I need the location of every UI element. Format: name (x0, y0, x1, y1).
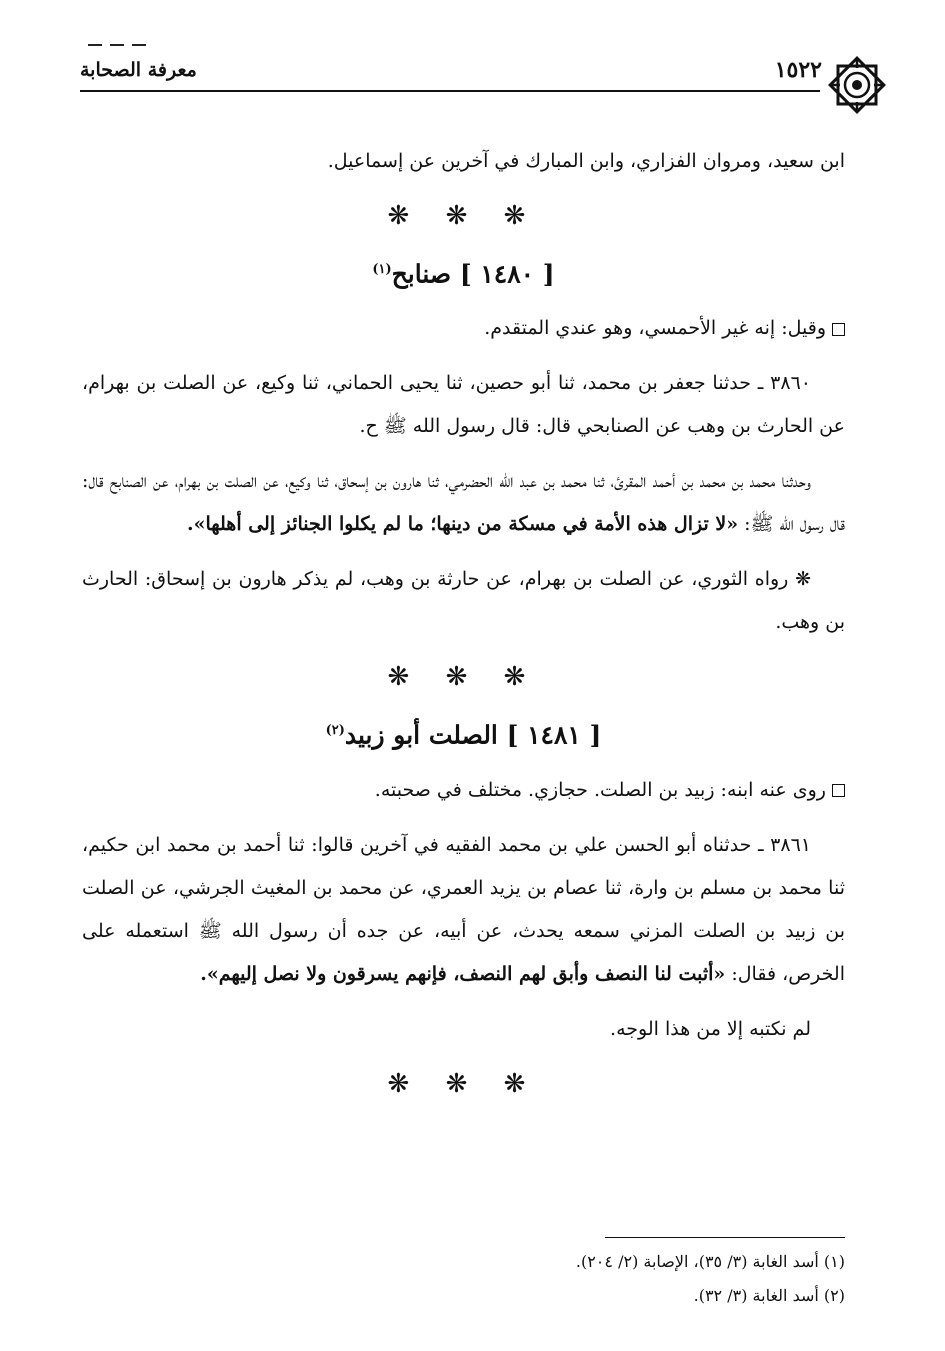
hadith-paragraph: ٣٨٦٠ ـ حدثنا جعفر بن محمد، ثنا أبو حصين، ثنا يحيى الحماني، ثنا وكيع، عن الصلت بن بهرام، عن الحارث بن وهب عن الصنابحي قال: قال رسول الله ﷺ ح. (82, 372, 845, 438)
footnote-1: (١) أسد الغابة (٣/ ٣٥)، الإصابة (٢/ ٢٠٤). (575, 1252, 845, 1271)
header-rule (80, 90, 820, 92)
square-bullet-icon (832, 784, 845, 797)
entry-intro-text: روى عنه ابنه: زبيد بن الصلت. حجازي. مختلف في صحبته. (374, 778, 826, 801)
footnote-ref: (١) (372, 262, 392, 277)
entry-intro (82, 769, 845, 812)
top-dashes (88, 44, 148, 46)
closing-remark: لم نكتبه إلا من هذا الوجه. (610, 1017, 811, 1040)
page-number: ١٥٢٢ (774, 57, 822, 83)
square-bullet-icon (832, 323, 845, 336)
hadith-paragraph (82, 460, 845, 546)
hadith-quote: «أثبت لنا النصف وأبق لهم النصف، فإنهم يسرقون ولا نصل إليهم». (200, 962, 726, 985)
hadith-quote: «لا تزال هذه الأمة في مسكة من دينها؛ ما لم يكلوا الجنائز إلى أهلها». (186, 513, 739, 536)
hadith-chain: وحدثنا محمد بن محمد بن أحمد المقرئ، ثنا محمد بن عبد الله الحضرمي، ثنا هارون بن إسحاق، ثنا وكيع، عن الصلت بن بهرام، عن الصنابح قال: قال رسول الله ﷺ: (82, 470, 845, 536)
entry-intro-text: وقيل: إنه غير الأحمسي، وهو عندي المتقدم. (484, 317, 826, 340)
entry-heading-text: [ ١٤٨٠ ] صنابح (391, 259, 555, 289)
section-divider: ❋ ❋ ❋ (387, 1068, 540, 1099)
hadith-chain: ٣٨٦١ ـ حدثناه أبو الحسن علي بن محمد الفقيه في آخرين قالوا: ثنا أحمد بن محمد ابن حكيم، ثنا محمد بن مسلم بن وارة، ثنا عصام بن يزيد العمري، عن محمد بن المغيث الجرشي، عن الصلت بن زبيد بن الصلت المزني سمعه يحدث، عن أبيه، عن جده أن رسول الله ﷺ استعمله على الخرص، فقال: (82, 833, 845, 985)
ornament-icon (824, 52, 890, 118)
entry-heading (82, 248, 845, 295)
main-text (82, 140, 845, 1116)
section-divider: ❋ ❋ ❋ (387, 201, 540, 231)
section-divider: ❋ ❋ ❋ (387, 662, 540, 693)
entry-heading (82, 709, 845, 756)
entry-intro (82, 307, 845, 350)
page-header (80, 55, 890, 100)
footnotes (82, 1245, 845, 1313)
hadith-paragraph (82, 824, 845, 996)
entry-heading-text: [ ١٤٨١ ] الصلت أبو زبيد (344, 720, 602, 750)
footnote-ref: (٢) (325, 723, 345, 739)
commentary-paragraph: ❋ رواه الثوري، عن الصلت بن بهرام، عن حارثة بن وهب، لم يذكر هارون بن إسحاق: الحارث بن وهب. (82, 568, 845, 634)
paragraph-continuation: ابن سعيد، ومروان الفزاري، وابن المبارك في آخرين عن إسماعيل. (327, 150, 845, 172)
running-title: معرفة الصحابة (80, 59, 197, 81)
footnote-2: (٢) أسد الغابة (٣/ ٣٢). (693, 1286, 845, 1305)
footnote-rule (605, 1237, 845, 1238)
